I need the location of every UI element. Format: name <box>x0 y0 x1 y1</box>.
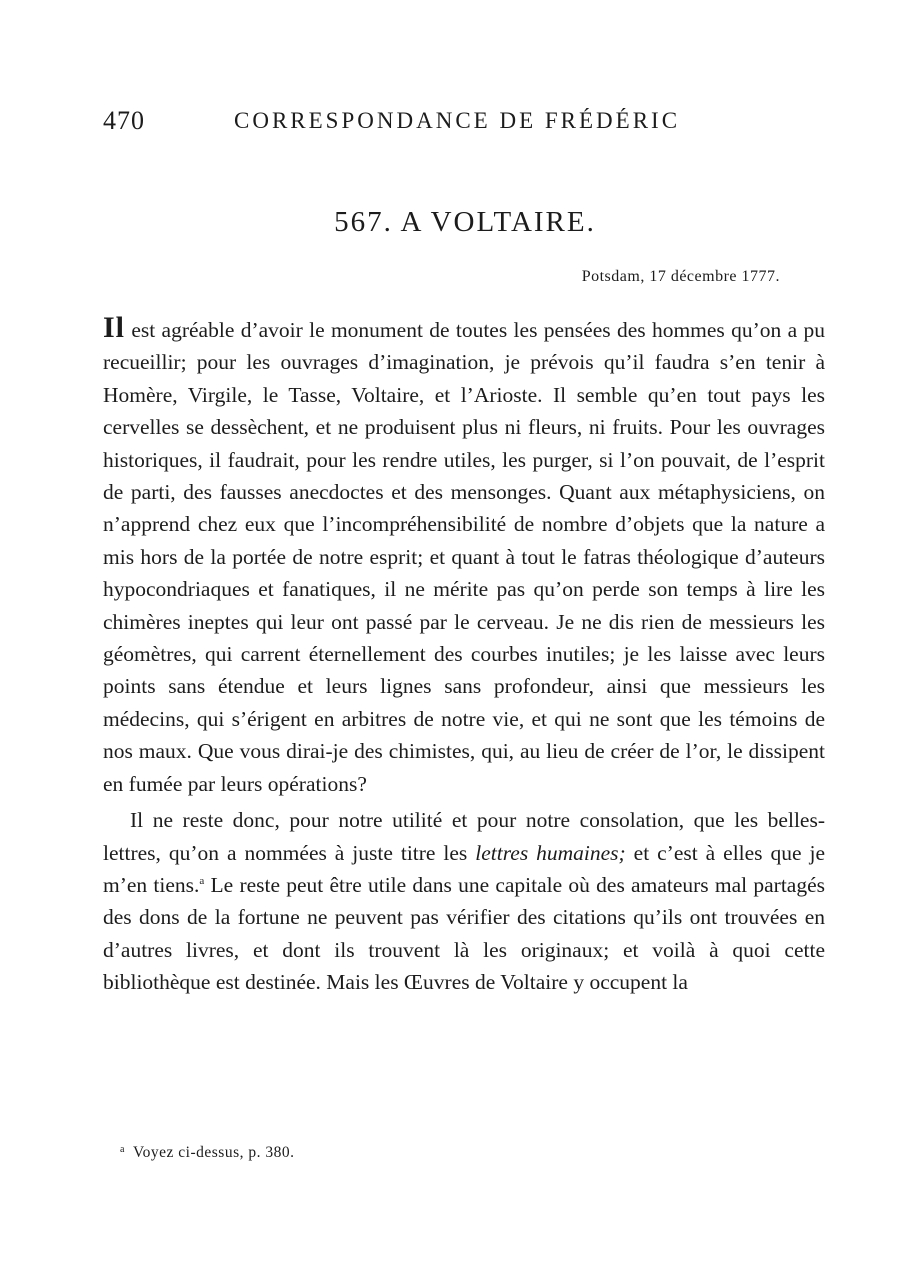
running-head <box>103 106 703 140</box>
drop-cap: Il <box>103 311 126 344</box>
paragraph-1-text: est agréable d’avoir le monument de toutes les pensées des hommes qu’on a pu recueillir; pour les ouvrages d’imagination, je prévois qu’il faudra s’en tenir à Homère, Virgile, le Tasse, Voltaire, et l’Arioste. Il semble qu’en tout pays les cervelles se dessèchent, et ne produisent plus ni fleurs, ni fruits. Pour les ouvrages historiques, il faudrait, pour les rendre utiles, les purger, si l’on pouvait, de l’esprit de parti, des fausses anecdoctes et des mensonges. Quant aux métaphysiciens, on n’apprend chez eux que l’incompréhensibilité de nombre d’objets que la nature a mis hors de la portée de notre esprit; et quant à tout le fatras théologique d’auteurs hypocondriaques et fanatiques, il ne mérite pas qu’on perde son temps à lire les chimères ineptes qui leur ont passé par le cerveau. Je ne dis rien de messieurs les géomètres, qui carrent éternellement des courbes inutiles; je les laisse avec leurs points sans étendue et leurs lignes sans profondeur, ainsi que messieurs les médecins, qui s’érigent en arbitres de notre vie, et qui ne sont que les témoins de nos maux. Que vous dirai-je des chimistes, qui, au lieu de créer de l’or, le dissipent en fumée par leurs opérations? <box>103 318 825 796</box>
emphasis-lettres-humaines: lettres humaines; <box>475 840 626 865</box>
footnote <box>120 1144 820 1162</box>
page-number: 470 <box>103 106 145 135</box>
footnote-mark: a <box>120 1144 125 1155</box>
letter-dateline: Potsdam, 17 décembre 1777. <box>581 268 780 285</box>
footnote-text: Voyez ci-dessus, p. 380. <box>132 1144 295 1161</box>
paragraph-2-text-before: Il ne reste donc, pour notre utilité et pour notre consolation, que les belles-lettres, qu’on a nommées à juste titre les <box>103 808 825 865</box>
paragraph-2-text-after: Le reste peut être utile dans une capitale où des amateurs mal partagés des dons de la fortune ne peuvent pas vérifier des citations qu’ils ont trouvées en d’autres livres, et dont ils trouvent là les originaux; et voilà à quoi cette bibliothèque est destinée. Mais les Œuvres de Voltaire y occupent la <box>103 872 825 995</box>
letter-title: 567. A VOLTAIRE. <box>334 206 596 238</box>
letter-body <box>103 311 826 999</box>
running-title: CORRESPONDANCE DE FRÉDÉRIC <box>234 108 681 133</box>
paragraph-2 <box>103 804 825 998</box>
footnote-reference[interactable]: a <box>199 874 205 887</box>
paragraph-1 <box>103 311 825 800</box>
paragraph-2-text-mid: et c’est à elles que je m’en tiens. <box>103 840 826 897</box>
